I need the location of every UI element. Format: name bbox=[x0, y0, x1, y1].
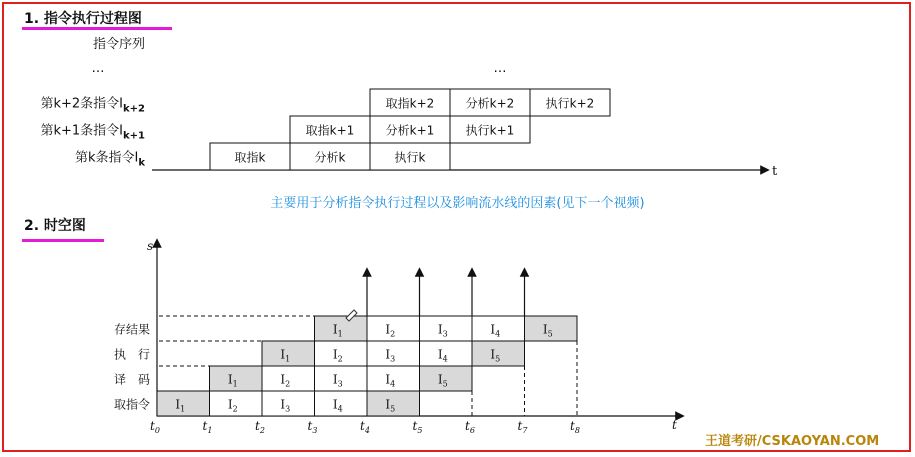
section1-stage-label: 分析k+1 bbox=[385, 123, 435, 138]
section1-y-axis-label: 指令序列 bbox=[92, 37, 145, 52]
section2-time-label: $t_1$ bbox=[202, 419, 213, 435]
section1-row-label: 第k条指令$I_k$ bbox=[74, 150, 145, 169]
section2-title: 2. 时空图 bbox=[24, 218, 86, 234]
section2-stage-label: 存结果 bbox=[113, 322, 150, 337]
section2-time-label: $t_2$ bbox=[255, 419, 265, 435]
section2-cell-label: $I_5$ bbox=[490, 347, 501, 364]
section2-cell-label: $I_2$ bbox=[280, 372, 291, 389]
section2-cell-label: $I_5$ bbox=[437, 372, 448, 389]
section2-time-label: $t_0$ bbox=[150, 419, 160, 435]
section2-cell-label: $I_1$ bbox=[227, 372, 238, 389]
explanation-note: 主要用于分析指令执行过程以及影响流水线的因素(见下一个视频) bbox=[270, 196, 645, 211]
section2-cell-label: $I_4$ bbox=[437, 347, 448, 364]
section1-x-axis-label: t bbox=[772, 164, 778, 179]
section2-cell-label: $I_3$ bbox=[437, 322, 448, 339]
section2-cell-label: $I_4$ bbox=[385, 372, 396, 389]
section2-stage-label: 译 码 bbox=[113, 372, 150, 387]
section1-row-label: 第k+2条指令$I_{k+2}$ bbox=[40, 96, 145, 115]
section2-cell-label: $I_5$ bbox=[542, 322, 553, 339]
section2-cell-label: $I_3$ bbox=[332, 372, 343, 389]
section2-cell-label: $I_3$ bbox=[280, 397, 291, 414]
section2-time-label: $t_5$ bbox=[412, 419, 423, 435]
section1-title: 1. 指令执行过程图 bbox=[24, 11, 142, 27]
section1-stage-label: 取指k bbox=[234, 150, 266, 165]
section2-cell-label: $I_4$ bbox=[332, 397, 343, 414]
section2-cell-label: $I_2$ bbox=[227, 397, 238, 414]
section1-stage-label: 分析k bbox=[314, 150, 346, 165]
section2-cell-label: $I_4$ bbox=[490, 322, 501, 339]
section1-row-label: 第k+1条指令$I_{k+1}$ bbox=[40, 123, 145, 142]
section2-y-axis-label: s bbox=[147, 239, 154, 253]
section2-time-label: $t_8$ bbox=[570, 419, 580, 435]
section2-time-label: $t_6$ bbox=[465, 419, 475, 435]
section1-stage-label: 分析k+2 bbox=[465, 96, 515, 111]
section1-right-ellipsis: … bbox=[493, 61, 507, 76]
section2-cell-label: $I_1$ bbox=[332, 322, 343, 339]
section2-time-label: $t_7$ bbox=[517, 419, 528, 435]
section2-cell-label: $I_1$ bbox=[280, 347, 291, 364]
section2-time-label: $t_3$ bbox=[307, 419, 318, 435]
section1-stage-label: 执行k+1 bbox=[465, 123, 515, 138]
section1-left-ellipsis: … bbox=[91, 61, 105, 76]
section2-cell-label: $I_2$ bbox=[385, 322, 396, 339]
section2-cell-label: $I_3$ bbox=[385, 347, 396, 364]
section2-stage-label: 执 行 bbox=[113, 347, 150, 362]
section1-stage-label: 取指k+2 bbox=[385, 96, 435, 111]
section2-time-label: $t_4$ bbox=[360, 419, 370, 435]
section1-stage-label: 执行k bbox=[394, 150, 426, 165]
section2-cell-label: $I_1$ bbox=[175, 397, 186, 414]
section2-x-axis-label: t bbox=[672, 418, 677, 432]
section1-stage-label: 取指k+1 bbox=[305, 123, 355, 138]
section2-cell-label: $I_5$ bbox=[385, 397, 396, 414]
section1-stage-label: 执行k+2 bbox=[545, 96, 595, 111]
section2-stage-label: 取指令 bbox=[113, 397, 150, 412]
section2-cell-label: $I_2$ bbox=[332, 347, 343, 364]
watermark-text: 王道考研/CSKAOYAN.COM bbox=[705, 434, 880, 449]
